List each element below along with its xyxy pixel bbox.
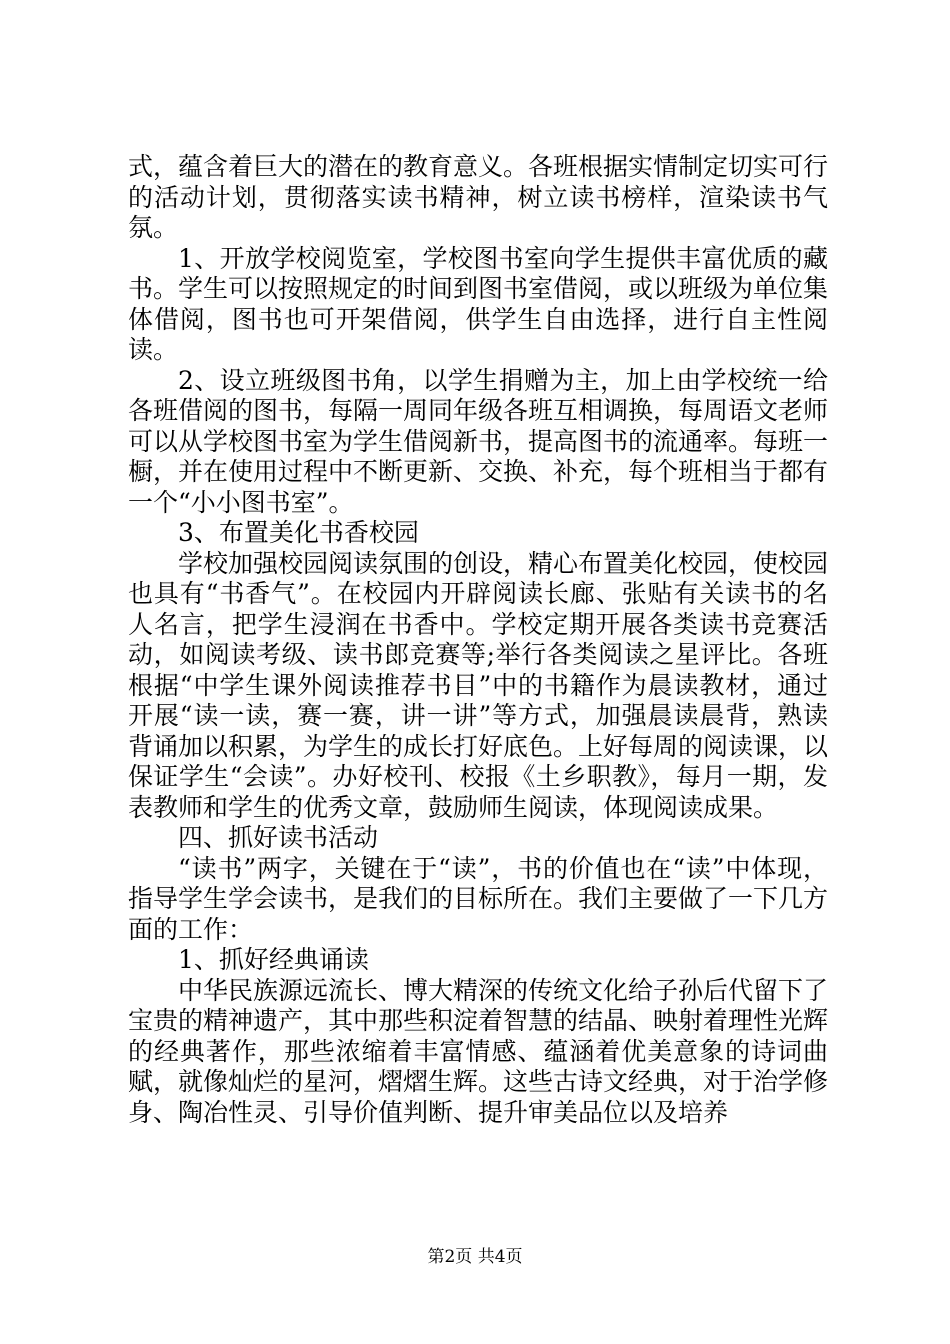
page-number-footer: 第2页 共4页: [427, 1247, 523, 1267]
paragraph-5: “读书”两字，关键在于“读”，书的价值也在“读”中体现，指导学生学会读书，是我们的目标所在。我们主要做了一下几方面的工作：: [128, 853, 829, 944]
document-body: [128, 152, 828, 1128]
paragraph-2: 1、开放学校阅览室，学校图书室向学生提供丰富优质的藏书。学生可以按照规定的时间到图书室借阅，或以班级为单位集体借阅，图书也可开架借阅，供学生自由选择，进行自主性阅读。: [128, 243, 829, 364]
paragraph-6: 中华民族源远流长、博大精深的传统文化给子孙后代留下了宝贵的精神遗产，其中那些积淀着智慧的结晶、映射着理性光辉的经典著作，那些浓缩着丰富情感、蕴涵着优美意象的诗词曲赋，就像灿烂的星河，熠熠生辉。这些古诗文经典，对于治学修身、陶冶性灵、引导价值判断、提升审美品位以及培养: [128, 975, 829, 1127]
paragraph-1: 式，蕴含着巨大的潜在的教育意义。各班根据实情制定切实可行的活动计划，贯彻落实读书精神，树立读书榜样，渲染读书气氛。: [128, 152, 829, 242]
section-heading-3: 3、布置美化书香校园: [178, 518, 419, 547]
paragraph-4: 学校加强校园阅读氛围的创设，精心布置美化校园，使校园也具有“书香气”。在校园内开辟阅读长廊、张贴有关读书的名人名言，把学生浸润在书香中。学校定期开展各类读书竞赛活动，如阅读考级、读书郎竞赛等;举行各类阅读之星评比。各班根据“中学生课外阅读推荐书目”中的书籍作为晨读教材，通过开展“读一读，赛一赛，讲一讲”等方式，加强晨读晨背，熟读背诵加以积累，为学生的成长打好底色。上好每周的阅读课，以保证学生“会读”。办好校刊、校报《土乡职教》，每月一期，发表教师和学生的优秀文章，鼓励师生阅读，体现阅读成果。: [128, 548, 829, 822]
section-heading-4: 四、抓好读书活动: [178, 823, 379, 852]
paragraph-3: 2、设立班级图书角，以学生捐赠为主，加上由学校统一给各班借阅的图书，每隔一周同年级各班互相调换，每周语文老师可以从学校图书室为学生借阅新书，提高图书的流通率。每班一橱，并在使用过程中不断更新、交换、补充，每个班相当于都有一个“小小图书室”。: [128, 365, 829, 517]
section-heading-classics: 1、抓好经典诵读: [178, 945, 369, 974]
